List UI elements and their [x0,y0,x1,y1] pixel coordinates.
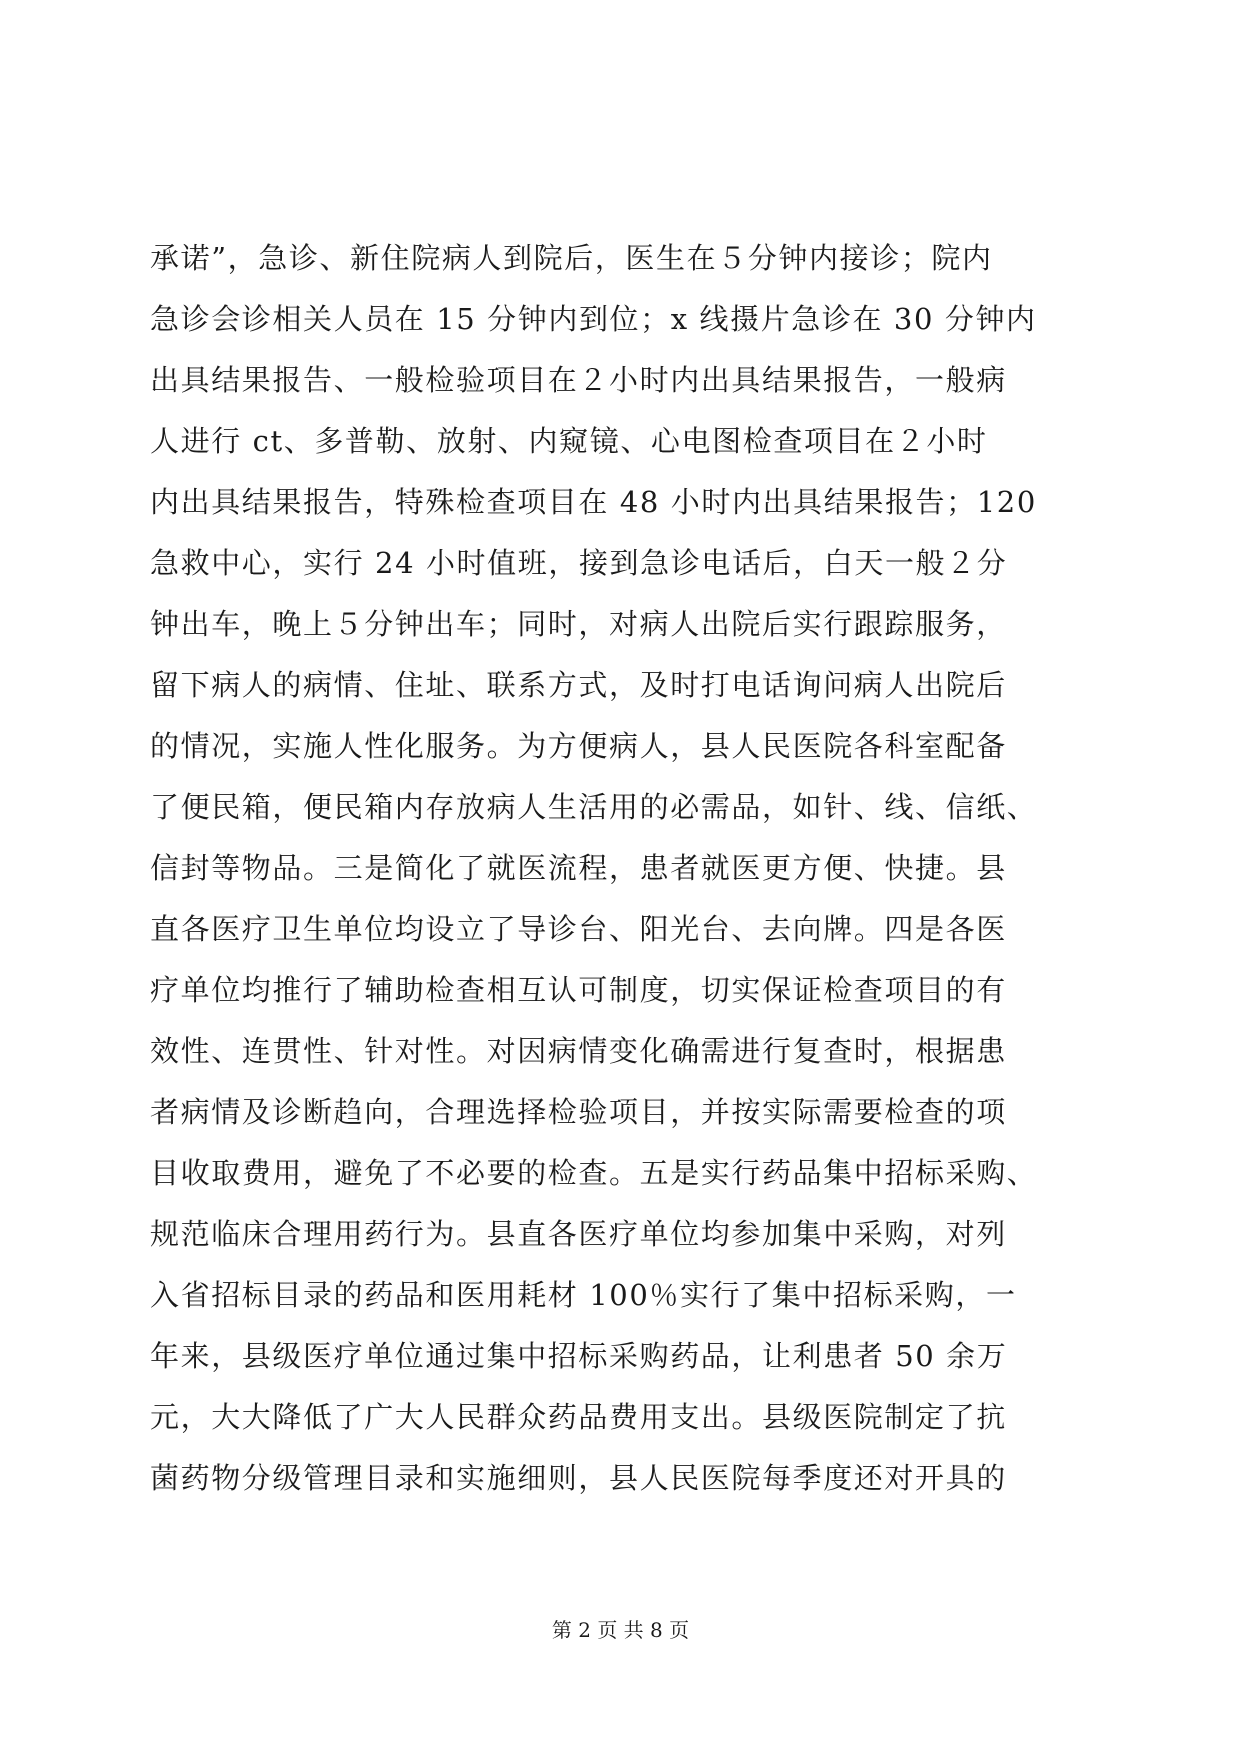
page-number-footer: 第 2 页 共 8 页 [551,1618,690,1642]
text-line: 目收取费用，避免了不必要的检查。五是实行药品集中招标采购、 [150,1156,1038,1190]
text-line: 了便民箱，便民箱内存放病人生活用的必需品，如针、线、信纸、 [150,790,1038,824]
text-line: 规范临床合理用药行为。县直各医疗单位均参加集中采购，对列 [150,1217,1007,1251]
text-line: 疗单位均推行了辅助检查相互认可制度，切实保证检查项目的有 [150,973,1007,1007]
text-line: 内出具结果报告，特殊检查项目在 48 小时内出具结果报告；120 [150,485,1037,519]
text-line: 的情况，实施人性化服务。为方便病人，县人民医院各科室配备 [150,729,1007,763]
text-line: 菌药物分级管理目录和实施细则，县人民医院每季度还对开具的 [150,1461,1007,1495]
text-line: 留下病人的病情、住址、联系方式，及时打电话询问病人出院后 [150,668,1007,702]
text-line: 人进行 ct、多普勒、放射、内窥镜、心电图检查项目在２小时 [150,424,988,458]
text-line: 效性、连贯性、针对性。对因病情变化确需进行复查时，根据患 [150,1034,1007,1068]
text-line: 入省招标目录的药品和医用耗材 100％实行了集中招标采购，一 [150,1278,1017,1312]
text-line: 出具结果报告、一般检验项目在２小时内出具结果报告，一般病 [150,363,1007,397]
text-line: 年来，县级医疗单位通过集中招标采购药品，让利患者 50 余万 [150,1339,1008,1373]
text-line: 急诊会诊相关人员在 15 分钟内到位；x 线摄片急诊在 30 分钟内 [150,302,1037,336]
text-line: 者病情及诊断趋向，合理选择检验项目，并按实际需要检查的项 [150,1095,1007,1129]
body-text [150,228,1110,1509]
text-line: 信封等物品。三是简化了就医流程，患者就医更方便、快捷。县 [150,851,1007,885]
text-line: 急救中心，实行 24 小时值班，接到急诊电话后，白天一般２分 [150,546,1008,580]
text-line: 承诺”，急诊、新住院病人到院后，医生在５分钟内接诊；院内 [150,241,993,275]
text-line: 钟出车，晚上５分钟出车；同时，对病人出院后实行跟踪服务， [150,607,1007,641]
text-line: 元，大大降低了广大人民群众药品费用支出。县级医院制定了抗 [150,1400,1007,1434]
text-line: 直各医疗卫生单位均设立了导诊台、阳光台、去向牌。四是各医 [150,912,1007,946]
